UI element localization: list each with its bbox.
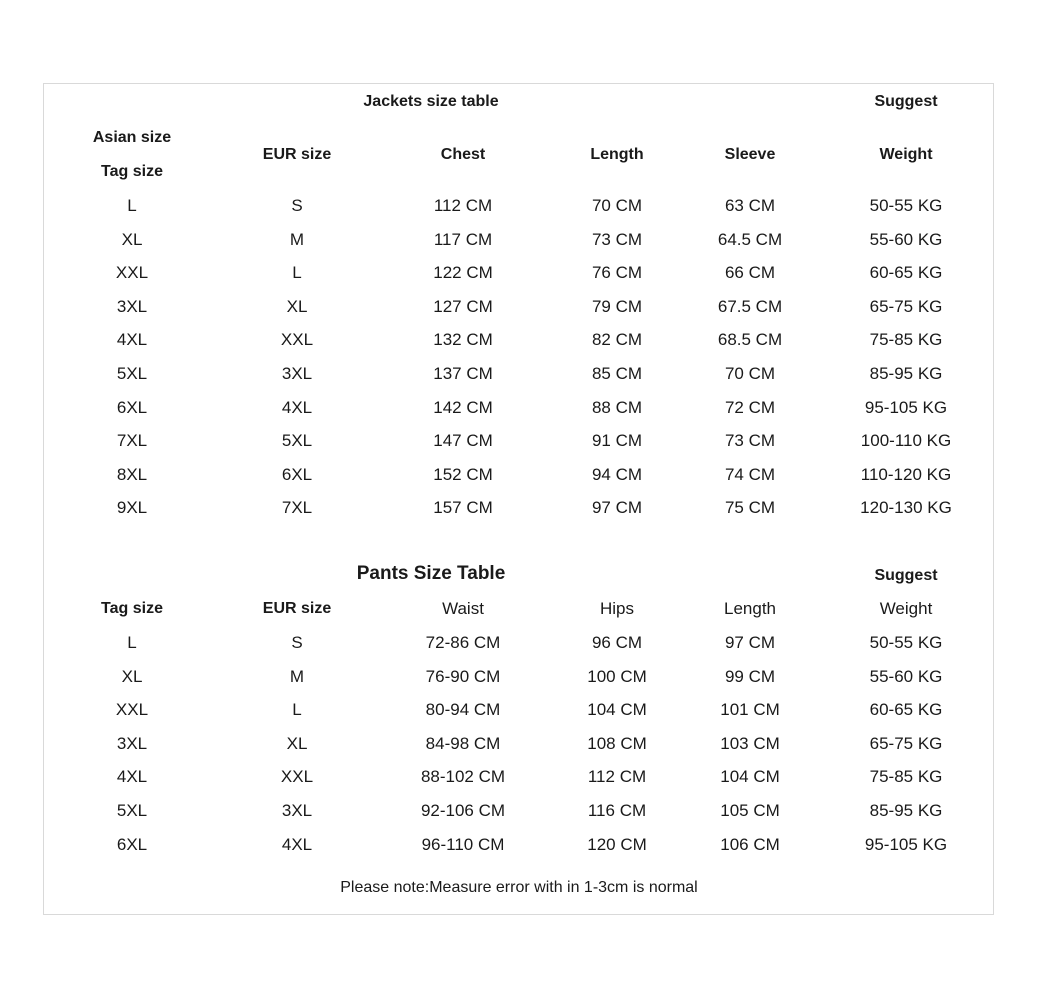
- jackets-table-cell: 73 CM: [591, 229, 643, 249]
- jackets-table-cell: XXL: [280, 330, 314, 350]
- pants-table-cell: 72-86 CM: [425, 633, 501, 652]
- pants-table-cell: 96-110 CM: [421, 834, 505, 854]
- jackets-table-cell: 55-60 KG: [869, 229, 943, 249]
- jackets-table-cell: 97 CM: [591, 498, 643, 518]
- jackets-table-cell: 112 CM: [433, 196, 493, 215]
- jackets-table-cell: 157 CM: [433, 498, 493, 518]
- pants-table-cell: XL: [286, 733, 308, 753]
- jackets-suggest-label: Suggest: [874, 93, 938, 110]
- jackets-table-cell: 9XL: [116, 498, 148, 518]
- jackets-table-cell: 72 CM: [724, 397, 776, 417]
- jackets-table-cell: 3XL: [281, 364, 313, 383]
- jackets-table-cell: 50-55 KG: [869, 196, 943, 215]
- pants-table-cell: 3XL: [116, 733, 148, 753]
- pants-table-cell: M: [289, 666, 305, 686]
- jackets-table-cell: 7XL: [116, 431, 148, 451]
- jackets-table-cell: 73 CM: [724, 431, 776, 451]
- jackets-table-cell: 82 CM: [591, 330, 643, 350]
- jackets-table-cell: 6XL: [116, 397, 148, 417]
- pants-suggest-label: Suggest: [874, 567, 938, 584]
- pants-table-cell: 4XL: [281, 834, 313, 854]
- pants-table-cell: 88-102 CM: [420, 767, 506, 787]
- jackets-table-cell: 4XL: [116, 330, 148, 350]
- jackets-table-cell: 76 CM: [591, 263, 643, 283]
- pants-header-length: Length: [724, 599, 776, 618]
- jackets-table-cell: XXL: [115, 263, 149, 283]
- jackets-table-cell: 95-105 KG: [864, 397, 948, 417]
- jackets-table-cell: 85 CM: [591, 364, 643, 383]
- jackets-table-cell: 64.5 CM: [717, 229, 783, 249]
- jackets-table-cell: 65-75 KG: [869, 296, 943, 316]
- pants-table-cell: 3XL: [281, 801, 313, 820]
- pants-header-hips: Hips: [599, 599, 635, 618]
- jackets-table-cell: 117 CM: [433, 229, 493, 249]
- jackets-table-cell: 70 CM: [724, 364, 776, 383]
- jackets-header-eur-size: EUR size: [262, 146, 332, 163]
- jackets-table-cell: 127 CM: [433, 296, 493, 316]
- jackets-table-cell: 132 CM: [433, 330, 493, 350]
- jackets-table-cell: 68.5 CM: [717, 330, 783, 350]
- jackets-table-cell: 70 CM: [591, 196, 643, 215]
- pants-header-eur-size: EUR size: [262, 600, 332, 617]
- jackets-table-cell: 74 CM: [724, 464, 776, 484]
- pants-table-cell: 65-75 KG: [869, 733, 943, 753]
- pants-table-cell: 6XL: [116, 834, 148, 854]
- pants-table-cell: 108 CM: [587, 733, 647, 753]
- jackets-header-chest: Chest: [440, 146, 486, 163]
- pants-table-cell: 55-60 KG: [869, 666, 943, 686]
- pants-table-cell: XXL: [115, 700, 149, 720]
- pants-table-cell: 84-98 CM: [425, 733, 501, 753]
- pants-table-cell: 104 CM: [720, 767, 780, 787]
- jackets-table-cell: 66 CM: [724, 263, 776, 283]
- pants-table-cell: 80-94 CM: [425, 700, 501, 720]
- jackets-table-cell: 5XL: [281, 431, 313, 451]
- pants-table-title: Pants Size Table: [356, 563, 506, 584]
- pants-table-cell: XL: [121, 666, 143, 686]
- pants-table-cell: 105 CM: [720, 801, 780, 820]
- pants-table-cell: 75-85 KG: [869, 767, 943, 787]
- jackets-table-cell: 75-85 KG: [869, 330, 943, 350]
- jackets-table-cell: 120-130 KG: [860, 498, 952, 518]
- jackets-table-cell: 110-120 KG: [860, 464, 952, 484]
- pants-table-cell: 106 CM: [720, 834, 780, 854]
- jackets-table-cell: 122 CM: [433, 263, 493, 283]
- jackets-header-length: Length: [590, 146, 644, 163]
- size-chart-frame: [43, 83, 994, 915]
- jackets-table-cell: 7XL: [281, 498, 313, 518]
- jackets-table-cell: 137 CM: [433, 364, 493, 383]
- pants-table-cell: 96 CM: [591, 633, 643, 652]
- jackets-table-cell: 60-65 KG: [869, 263, 943, 283]
- jackets-table-cell: 100-110 KG: [860, 431, 952, 451]
- jackets-table-cell: 88 CM: [591, 397, 643, 417]
- pants-table-cell: 97 CM: [724, 633, 776, 652]
- pants-table-cell: 100 CM: [587, 666, 647, 686]
- pants-table-cell: 85-95 KG: [869, 801, 943, 820]
- jackets-table-title: Jackets size table: [363, 93, 499, 110]
- jackets-header-tag-size: Tag size: [101, 163, 163, 180]
- jackets-table-cell: 5XL: [116, 364, 148, 383]
- jackets-table-cell: 4XL: [281, 397, 313, 417]
- jackets-table-cell: 8XL: [116, 464, 148, 484]
- jackets-table-cell: M: [289, 229, 305, 249]
- jackets-table-cell: 67.5 CM: [717, 296, 783, 316]
- pants-header-tag-size: Tag size: [101, 600, 163, 617]
- jackets-table-cell: 6XL: [281, 464, 313, 484]
- pants-table-cell: 99 CM: [724, 666, 776, 686]
- pants-table-cell: XXL: [280, 767, 314, 787]
- jackets-table-cell: S: [291, 196, 303, 215]
- jackets-table-cell: 85-95 KG: [869, 364, 943, 383]
- jackets-header-sleeve: Sleeve: [724, 146, 776, 163]
- pants-table-cell: 50-55 KG: [869, 633, 943, 652]
- pants-table-cell: 4XL: [116, 767, 148, 787]
- jackets-table-cell: XL: [121, 229, 143, 249]
- pants-table-cell: 116 CM: [587, 801, 647, 820]
- jackets-table-cell: 3XL: [116, 296, 148, 316]
- jackets-table-cell: 63 CM: [724, 196, 776, 215]
- jackets-table-cell: L: [127, 196, 137, 215]
- measurement-note: Please note:Measure error with in 1-3cm is normal: [340, 879, 698, 896]
- pants-table-cell: L: [292, 700, 302, 720]
- jackets-table-cell: 147 CM: [433, 431, 493, 451]
- jackets-table-cell: 152 CM: [433, 464, 493, 484]
- jackets-header-weight: Weight: [879, 146, 933, 163]
- jackets-table-cell: XL: [286, 296, 308, 316]
- jackets-table-cell: L: [292, 263, 302, 283]
- pants-table-cell: 5XL: [116, 801, 148, 820]
- pants-header-weight: Weight: [879, 599, 933, 618]
- pants-table-cell: 95-105 KG: [864, 834, 948, 854]
- pants-table-cell: 60-65 KG: [869, 700, 943, 720]
- pants-table-cell: 103 CM: [720, 733, 780, 753]
- pants-table-cell: 92-106 CM: [420, 801, 506, 820]
- pants-table-cell: S: [291, 633, 303, 652]
- pants-table-cell: L: [127, 633, 137, 652]
- jackets-header-asian-size: Asian size: [92, 129, 172, 146]
- jackets-table-cell: 79 CM: [591, 296, 643, 316]
- pants-table-cell: 120 CM: [587, 834, 647, 854]
- pants-table-cell: 104 CM: [587, 700, 647, 720]
- pants-table-cell: 101 CM: [720, 700, 780, 720]
- pants-table-cell: 112 CM: [587, 767, 647, 787]
- pants-table-cell: 76-90 CM: [425, 666, 501, 686]
- pants-header-waist: Waist: [442, 599, 484, 618]
- jackets-table-cell: 91 CM: [591, 431, 643, 451]
- jackets-table-cell: 94 CM: [591, 464, 643, 484]
- jackets-table-cell: 75 CM: [724, 498, 776, 518]
- jackets-table-cell: 142 CM: [433, 397, 493, 417]
